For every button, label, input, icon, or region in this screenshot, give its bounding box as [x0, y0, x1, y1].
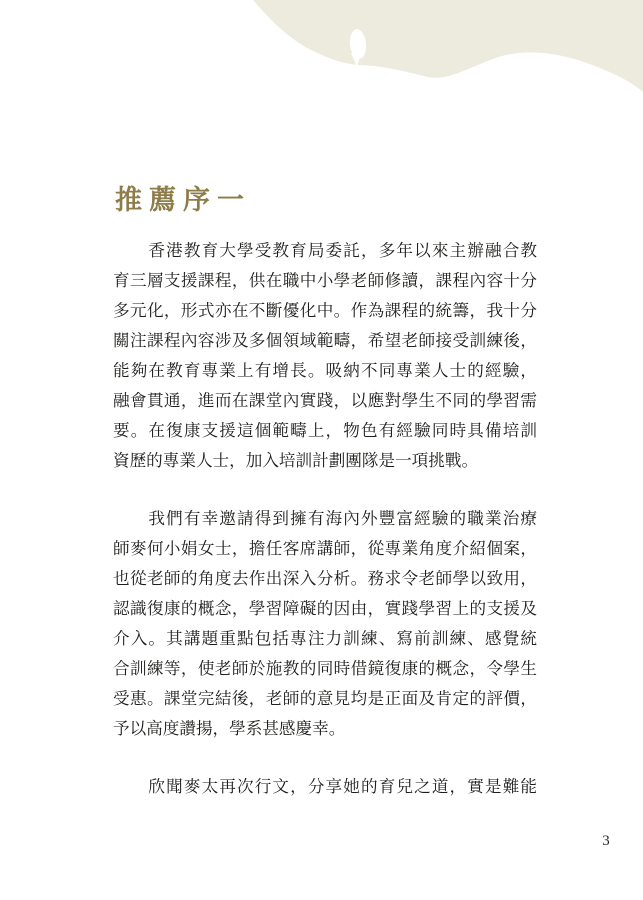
text-line: 育三層支援課程，供在職中小學老師修讀，課程內容十分: [113, 271, 537, 290]
text-line: 香港教育大學受教育局委託，多年以來主辦融合教: [113, 241, 537, 260]
page-number: 3: [602, 833, 610, 849]
text-line: 認識復康的概念，學習障礙的因由，實踐學習上的支援及: [113, 599, 537, 618]
text-line: 受惠。課堂完結後，老師的意見均是正面及肯定的評價，: [113, 689, 537, 708]
text-line: 關注課程內容涉及多個領域範疇，希望老師接受訓練後，: [113, 331, 537, 350]
text-line: 我們有幸邀請得到擁有海內外豐富經驗的職業治療: [113, 509, 537, 528]
text-line: 融會貫通，進而在課堂內實踐，以應對學生不同的學習需: [113, 391, 537, 410]
paragraph: [113, 772, 537, 802]
text-line: 介入。其講題重點包括專注力訓練、寫前訓練、感覺統: [113, 629, 537, 648]
page-title: 推薦序一: [115, 185, 251, 216]
decorative-blob: [0, 0, 643, 120]
paragraph: [113, 236, 537, 476]
body-text: [113, 236, 537, 830]
blob-shape: [253, 0, 643, 92]
text-line: 多元化，形式亦在不斷優化中。作為課程的統籌，我十分: [113, 301, 537, 320]
text-line: 合訓練等，使老師於施教的同時借鏡復康的概念，令學生: [113, 659, 537, 678]
text-line: 資歷的專業人士，加入培訓計劃團隊是一項挑戰。: [113, 451, 479, 470]
text-line: 要。在復康支援這個範疇上，物色有經驗同時具備培訓: [113, 421, 537, 440]
paragraph: [113, 504, 537, 744]
text-line: 也從老師的角度去作出深入分析。務求令老師學以致用，: [113, 569, 537, 588]
text-line: 能夠在教育專業上有增長。吸納不同專業人士的經驗，: [113, 361, 537, 380]
text-line: 欣聞麥太再次行文，分享她的育兒之道，實是難能: [113, 777, 537, 796]
text-line: 師麥何小娟女士，擔任客席講師，從專業角度介紹個案，: [113, 539, 537, 558]
text-line: 予以高度讚揚，學系甚感慶幸。: [113, 719, 346, 738]
